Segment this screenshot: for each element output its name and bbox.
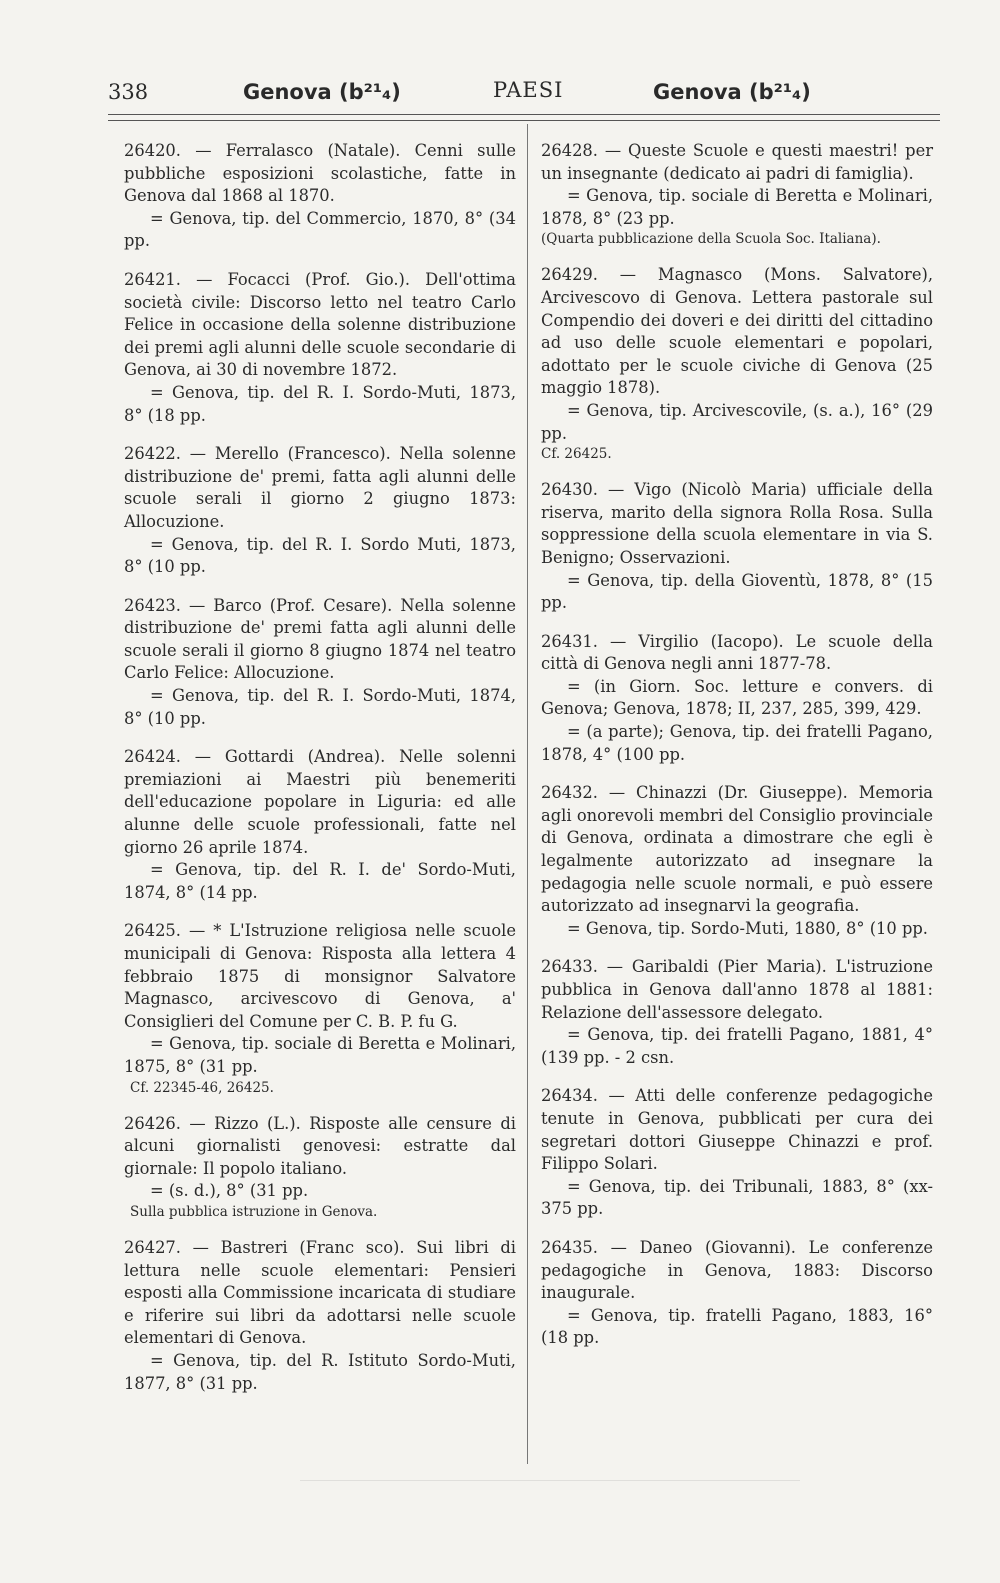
- faint-footer-rule: [300, 1480, 800, 1481]
- entry-26428: [541, 140, 933, 248]
- entry-note: (Quarta pubblicazione della Scuola Soc. Italiana).: [541, 231, 881, 248]
- entry-imprint: = Genova, tip. del R. I. de' Sordo-Muti, 1874, 8° (14 pp.: [124, 860, 516, 902]
- entry-note: Cf. 26425.: [541, 446, 612, 463]
- entry-note: Sulla pubblica istruzione in Genova.: [130, 1203, 378, 1220]
- entry-imprint: = Genova, tip. sociale di Beretta e Molinari, 1878, 8° (23 pp.: [541, 186, 933, 228]
- entry-title: 26433. — Garibaldi (Pier Maria). L'istruzione pubblica in Genova dall'anno 1878 al 1881: Relazione dell'assessore delegato.: [541, 957, 933, 1022]
- column-divider: [527, 124, 528, 1464]
- header-left-title: [243, 80, 401, 104]
- entry-imprint: = Genova, tip. dei Tribunali, 1883, 8° (xx-375 pp.: [541, 1176, 933, 1219]
- entry-imprint: = Genova, tip. Sordo-Muti, 1880, 8° (10 pp.: [567, 918, 928, 938]
- entry-imprint: = Genova, tip. sociale di Beretta e Molinari, 1875, 8° (31 pp.: [124, 1034, 516, 1076]
- entry-26435: [541, 1237, 933, 1350]
- entry-imprint: = Genova, tip. fratelli Pagano, 1883, 16° (18 pp.: [541, 1305, 933, 1348]
- entry-title: 26430. — Vigo (Nicolò Maria) ufficiale della riserva, marito della signora Rolla Rosa. Sulla soppressione della scuola elementare in via S. Benigno; Osservazioni.: [541, 480, 933, 567]
- entry-26421: [124, 269, 516, 427]
- header-left-text: Genova (b²¹₄): [243, 80, 401, 104]
- entry-title: 26434. — Atti delle conferenze pedagogiche tenute in Genova, pubblicati per cura dei segretari dottori Giuseppe Chinazzi e prof. Filippo Solari.: [541, 1086, 933, 1174]
- entry-title: 26424. — Gottardi (Andrea). Nelle solenni premiazioni ai Maestri più benemeriti dell'educazione popolare in Liguria: ed alle alunne delle scuole professionali, fatte nel giorno 26 aprile 1874.: [124, 747, 516, 857]
- entry-title: 26431. — Virgilio (Iacopo). Le scuole della città di Genova negli anni 1877-78.: [541, 631, 933, 674]
- entry-imprint: = Genova, tip. del R. I. Sordo-Muti, 1873, 8° (18 pp.: [124, 382, 516, 425]
- entry-26430: [541, 479, 933, 615]
- entry-26420: [124, 140, 516, 253]
- header-right-text: Genova (b²¹₄): [653, 80, 811, 104]
- entry-26432: [541, 782, 933, 940]
- entry-title: 26426. — Rizzo (L.). Risposte alle censure di alcuni giornalisti genovesi: estratte dal giornale: Il popolo italiano.: [124, 1113, 516, 1178]
- entry-26433: [541, 956, 933, 1069]
- entry-title: 26432. — Chinazzi (Dr. Giuseppe). Memoria agli onorevoli membri del Consiglio provinciale di Genova, ordinata a dimostrare che egli è legalmente autorizzato ad insegnare la pedagogia nelle scuole normali, e può essere autorizzato ad insegnarvi la geografia.: [541, 783, 933, 916]
- entry-26431: [541, 631, 933, 767]
- entry-26434: [541, 1085, 933, 1221]
- entry-imprint: = Genova, tip. del R. I. Sordo-Muti, 1874, 8° (10 pp.: [124, 686, 516, 728]
- entry-title: 26423. — Barco (Prof. Cesare). Nella solenne distribuzione de' premi fatta agli alunni delle scuole serali il giorno 8 giugno 1874 nel teatro Carlo Felice: Allocuzione.: [124, 595, 516, 683]
- entry-note: Cf. 22345-46, 26425.: [130, 1079, 274, 1096]
- entry-title: 26427. — Bastreri (Franc sco). Sui libri di lettura nelle scuole elementari: Pensieri esposti alla Commissione incaricata di studiare e riferire sui libri da adottarsi nelle scuole elementari di Genova.: [124, 1237, 516, 1348]
- entry-title: 26422. — Merello (Francesco). Nella solenne distribuzione de' premi, fatta agli alunni delle scuole serali il giorno 2 giugno 1873: Allocuzione.: [124, 444, 516, 531]
- header-right-title: [653, 80, 811, 104]
- entry-imprint: = Genova, tip. della Gioventù, 1878, 8° (15 pp.: [541, 570, 933, 613]
- entry-26423: [124, 595, 516, 731]
- entry-26426: [124, 1113, 516, 1221]
- entry-imprint: = Genova, tip. del R. Istituto Sordo-Muti, 1877, 8° (31 pp.: [124, 1350, 516, 1393]
- right-column: [541, 140, 933, 1366]
- entry-26427: [124, 1237, 516, 1395]
- entry-26422: [124, 443, 516, 579]
- entry-title: 26435. — Daneo (Giovanni). Le conferenze pedagogiche in Genova, 1883: Discorso inaugurale.: [541, 1237, 933, 1303]
- entry-title: 26421. — Focacci (Prof. Gio.). Dell'ottima società civile: Discorso letto nel teatro Carlo Felice in occasione della solenne distribuzione dei premi agli alunni delle scuole secondarie di Genova, ai 30 di novembre 1872.: [124, 269, 516, 380]
- entry-imprint-2: = (a parte); Genova, tip. dei fratelli Pagano, 1878, 4° (100 pp.: [541, 722, 933, 764]
- entry-title: 26429. — Magnasco (Mons. Salvatore), Arcivescovo di Genova. Lettera pastorale sul Compendio dei doveri e dei diritti del cittadino ad uso delle scuole elementari e popolari, adottato per le scuole civiche di Genova (25 maggio 1878).: [541, 265, 933, 398]
- entry-imprint: = Genova, tip. dei fratelli Pagano, 1881, 4° (139 pp. - 2 csn.: [541, 1025, 933, 1067]
- entry-title: 26425. — * L'Istruzione religiosa nelle scuole municipali di Genova: Risposta alla lettera 4 febbraio 1875 di monsignor Salvatore Magnasco, arcivescovo di Genova, a' Consiglieri del Comune per C. B. P. fu G.: [124, 921, 516, 1031]
- entry-imprint: = Genova, tip. del Commercio, 1870, 8° (34 pp.: [124, 208, 516, 251]
- entry-title: 26428. — Queste Scuole e questi maestri! per un insegnante (dedicato ai padri di famiglia).: [541, 141, 933, 183]
- page-number: 338: [108, 80, 149, 104]
- header-rule: [108, 114, 940, 115]
- left-column: [124, 140, 516, 1411]
- header-rule-double: [108, 120, 940, 121]
- entry-imprint: = (in Giorn. Soc. letture e convers. di Genova; Genova, 1878; II, 237, 285, 399, 429.: [541, 676, 933, 719]
- header-center-title: PAESI: [493, 78, 564, 102]
- running-header: [108, 72, 938, 108]
- entry-26424: [124, 746, 516, 904]
- entry-imprint: = Genova, tip. Arcivescovile, (s. a.), 16° (29 pp.: [541, 400, 933, 443]
- entry-imprint: = Genova, tip. del R. I. Sordo Muti, 1873, 8° (10 pp.: [124, 534, 516, 577]
- entry-26429: [541, 264, 933, 463]
- entry-26425: [124, 920, 516, 1096]
- entry-title: 26420. — Ferralasco (Natale). Cenni sulle pubbliche esposizioni scolastiche, fatte in Genova dal 1868 al 1870.: [124, 141, 516, 206]
- entry-imprint: = (s. d.), 8° (31 pp.: [150, 1181, 309, 1201]
